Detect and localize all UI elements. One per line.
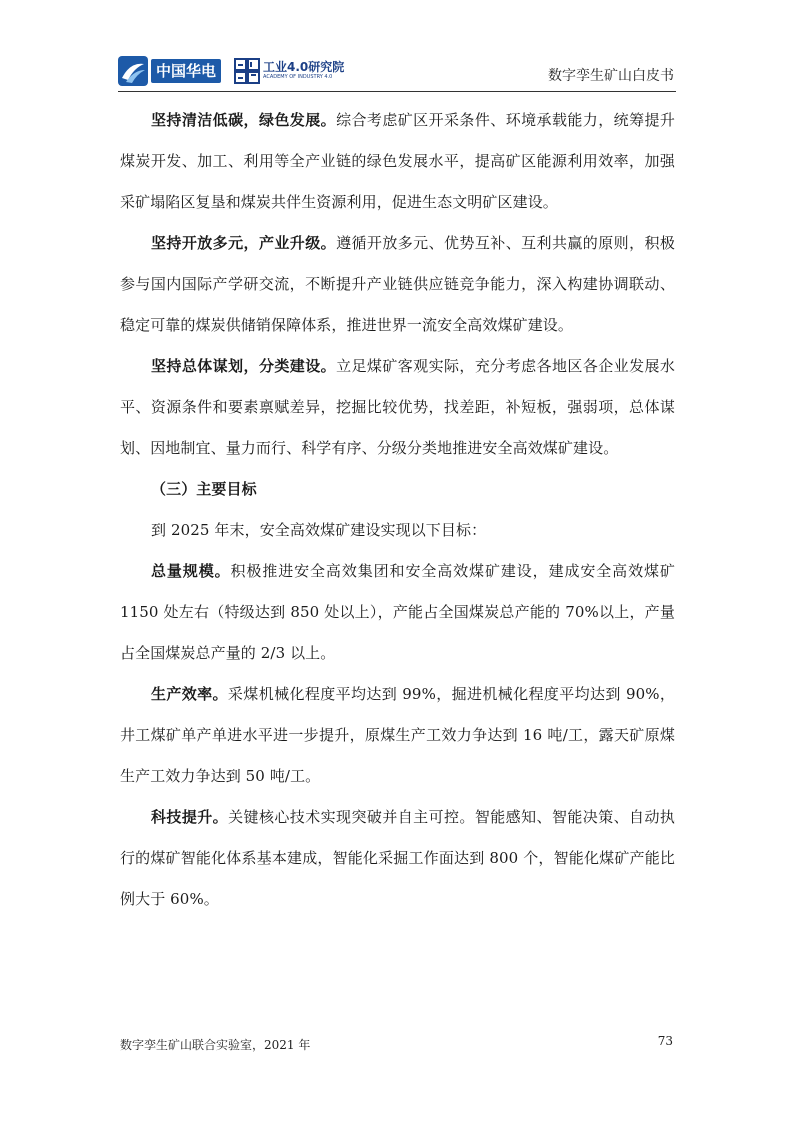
paragraph <box>120 100 675 223</box>
page-body <box>120 100 675 920</box>
academy-emblem-icon <box>234 58 260 84</box>
footer-credit: 数字孪生矿山联合实验室，2021 年 <box>120 1038 311 1052</box>
paragraph-lead: 坚持总体谋划，分类建设。 <box>151 357 337 375</box>
academy-subtitle: ACADEMY OF INDUSTRY 4.0 <box>263 74 333 80</box>
intro-paragraph: 到 2025 年末，安全高效煤矿建设实现以下目标： <box>151 521 487 539</box>
logo-text: 中国华电 <box>151 59 221 83</box>
goal-text: 积极推进安全高效集团和安全高效煤矿建设，建成安全高效煤矿 1150 处左右（特级达到 850 处以上），产能占全国煤炭总产能的 70%以上，产量占全国煤炭总产量的 2/3 以上。 <box>120 562 675 662</box>
huadian-emblem-icon <box>118 56 148 86</box>
page-header <box>118 50 676 92</box>
academy-name: 工业4.0研究院 <box>263 60 345 74</box>
paragraph-lead: 坚持开放多元，产业升级。 <box>151 234 337 252</box>
huadian-logo <box>118 55 226 87</box>
goal-paragraph <box>120 797 675 920</box>
paragraph-text: 综合考虑矿区开采条件、环境承载能力，统筹提升煤炭开发、加工、利用等全产业链的绿色发展水平，提高矿区能源利用效率，加强采矿塌陷区复垦和煤炭共伴生资源利用，促进生态文明矿区建设。 <box>120 111 676 211</box>
paragraph-lead: 坚持清洁低碳，绿色发展。 <box>151 111 337 129</box>
academy-logo <box>234 56 352 86</box>
goal-text: 关键核心技术实现突破并自主可控。智能感知、智能决策、自动执行的煤矿智能化体系基本建成，智能化采掘工作面达到 800 个，智能化煤矿产能比例大于 60%。 <box>120 808 675 908</box>
goal-paragraph <box>120 674 675 797</box>
goal-lead: 总量规模。 <box>151 562 231 580</box>
goal-paragraph <box>120 551 675 674</box>
paragraph-text: 立足煤矿客观实际，充分考虑各地区各企业发展水平、资源条件和要素禀赋差异，挖掘比较优势，找差距，补短板，强弱项，总体谋划、因地制宜、量力而行、科学有序、分级分类地推进安全高效煤矿建设。 <box>120 357 676 457</box>
paragraph-text: 遵循开放多元、优势互补、互利共赢的原则，积极参与国内国际产学研交流，不断提升产业链供应链竞争能力，深入构建协调联动、稳定可靠的煤炭供储销保障体系，推进世界一流安全高效煤矿建设。 <box>120 234 676 334</box>
goal-lead: 科技提升。 <box>151 808 229 826</box>
paragraph <box>120 223 675 346</box>
page-number: 73 <box>657 1034 673 1048</box>
header-divider <box>118 91 676 92</box>
goal-lead: 生产效率。 <box>151 685 228 703</box>
document-title: 数字孪生矿山白皮书 <box>548 68 674 84</box>
section-subheading: （三）主要目标 <box>151 480 257 498</box>
goal-text: 采煤机械化程度平均达到 99%，掘进机械化程度平均达到 90%，井工煤矿单产单进水平进一步提升，原煤生产工效力争达到 16 吨/工，露天矿原煤生产工效力争达到 50 吨/工。 <box>120 685 675 785</box>
paragraph <box>120 346 675 469</box>
